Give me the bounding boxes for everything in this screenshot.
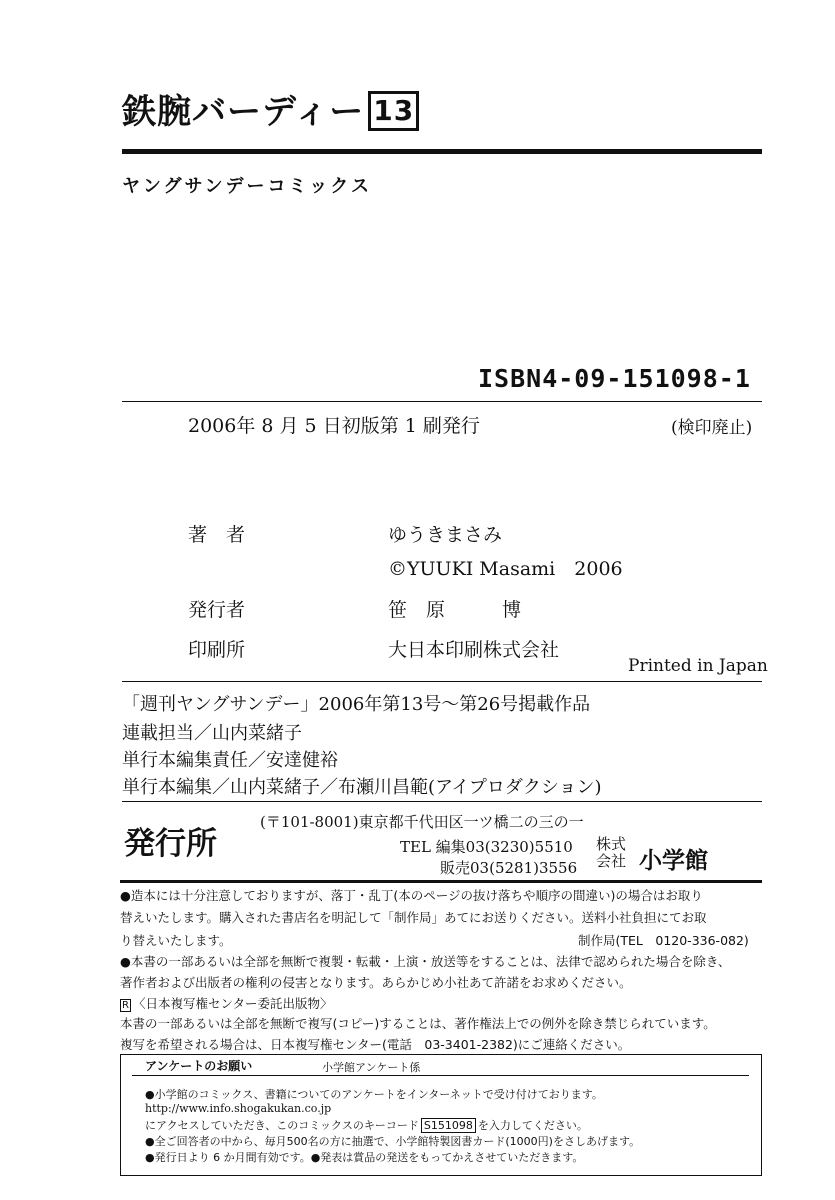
note-line: ●本書の一部あるいは全部を無断で複製・転載・上演・放送等をすることは、法律で認められた場合を除き、	[120, 954, 731, 969]
credit-label: 著 者	[188, 524, 246, 546]
corp-type	[596, 836, 626, 870]
credits-rule	[122, 681, 762, 682]
seal-note: (検印廃止)	[671, 418, 753, 438]
survey-key-code: S151098	[421, 1118, 476, 1133]
title-rule	[122, 149, 762, 154]
serial-line: 連載担当／山内菜緒子	[122, 723, 302, 744]
tel-sales: 販売03(5281)3556	[440, 859, 578, 877]
survey-dept: 小学館アンケート係	[322, 1061, 421, 1074]
serial-line: 単行本編集責任／安達健裕	[122, 750, 338, 771]
survey-line: ●全ご回答者の中から、毎月500名の方に抽選で、小学館特製図書カード(1000円)をさしあげます。	[145, 1135, 641, 1148]
isbn-rule	[122, 401, 762, 402]
note-line: り替えいたします。	[120, 933, 232, 948]
corp-line: 会社	[596, 852, 627, 870]
imprint-label: ヤングサンデーコミックス	[122, 176, 373, 197]
jrrc-r-mark: R	[122, 1000, 129, 1011]
printed-in: Printed in Japan	[628, 656, 768, 676]
publication-date: 2006年 8 月 5 日初版第 1 刷発行	[188, 415, 480, 437]
survey-heading: アンケートのお願い	[145, 1059, 253, 1073]
printer-name: 大日本印刷株式会社	[388, 639, 560, 661]
jrrc-title-text: 〈日本複写権センター委託出版物〉	[132, 996, 333, 1011]
book-title-text: 鉄腕バーディー	[122, 92, 365, 132]
survey-url[interactable]: http://www.info.shogakukan.co.jp	[145, 1102, 332, 1115]
serial-line: 「週刊ヤングサンデー」2006年第13号〜第26号掲載作品	[122, 694, 591, 715]
note-line: 複写を希望される場合は、日本複写権センター(電話 03-3401-2382)にご連絡ください。	[120, 1037, 631, 1052]
survey-line	[145, 1117, 588, 1133]
serial-line: 単行本編集／山内菜緒子／布瀬川昌範(アイプロダクション)	[122, 777, 602, 798]
publisher-heading: 発行所	[124, 826, 217, 862]
jrrc-title	[120, 994, 332, 1012]
author-name: ゆうきまさみ	[388, 524, 503, 546]
publisher-person: 笹 原 博	[388, 599, 522, 621]
serial-rule	[122, 801, 762, 802]
book-title	[122, 84, 419, 133]
survey-text: を入力してください。	[477, 1119, 588, 1132]
survey-line: ●発行日より 6 か月間有効です。●発表は賞品の発送をもってかえさせていただきます。	[145, 1151, 584, 1164]
publisher-address: (〒101-8001)東京都千代田区一ツ橋二の三の一	[260, 813, 584, 831]
note-line: 本書の一部あるいは全部を無断で複写(コピー)することは、著作権法上での例外を除き禁じられています。	[120, 1016, 716, 1031]
note-line: 替えいたします。購入された書店名を明記して「制作局」あてにお送りください。送料小社負担にてお取	[120, 910, 707, 925]
note-line: 著作者および出版者の権利の侵害となります。あらかじめ小社あて許諾をお求めください。	[120, 975, 632, 990]
credit-label: 印刷所	[188, 639, 246, 661]
volume-number: 13	[368, 91, 419, 131]
defect-contact: 制作局(TEL 0120-336-082)	[578, 933, 749, 948]
survey-text: にアクセスしていただき、このコミックスのキーコード	[145, 1119, 419, 1132]
copyright-line: ©YUUKI Masami 2006	[388, 558, 623, 580]
survey-divider	[132, 1075, 749, 1076]
note-line: ●造本には十分注意しておりますが、落丁・乱丁(本のページの抜け落ちや順序の間違い)の場合はお取り	[120, 888, 703, 903]
corp-line: 株式	[596, 835, 627, 853]
publisher-name: 小学館	[639, 848, 708, 874]
isbn: ISBN4-09-151098-1	[478, 364, 751, 393]
survey-line: ●小学館のコミックス、書籍についてのアンケートをインターネットで受け付けております。	[145, 1088, 603, 1101]
tel-editorial: TEL 編集03(3230)5510	[400, 838, 573, 856]
notes-rule	[120, 880, 762, 883]
credit-label: 発行者	[188, 599, 246, 621]
